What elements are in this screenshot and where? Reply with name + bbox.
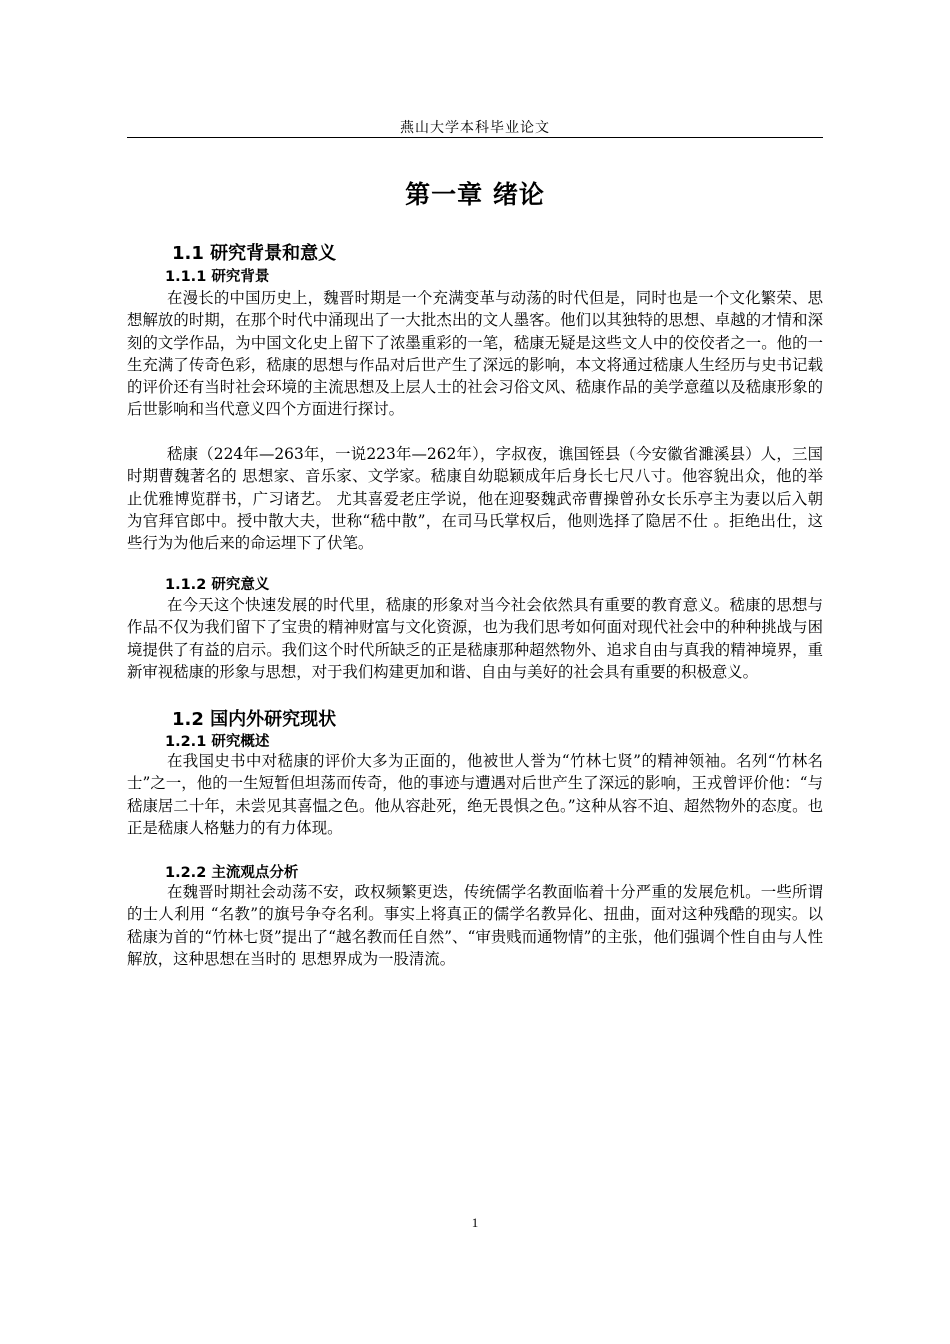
- paragraph-background: 在漫长的中国历史上，魏晋时期是一个充满变革与动荡的时代但是，同时也是一个文化繁荣、思想解放的时期，在那个时代中涌现出了一大批杰出的文人墨客。他们以其独特的思想、卓越的才情和深刻的文学作品，为中国文化史上留下了浓墨重彩的一笔，嵇康无疑是这些文人中的佼佼者之一。他的一生充满了传奇色彩，嵇康的思想与作品对后世产生了深远的影响，本文将通过嵇康人生经历与史书记载的评价还有当时社会环境的主流思想及上层人士的社会习俗文风、嵇康作品的美学意蕴以及嵇康形象的后世影响和当代意义四个方面进行探讨。: [127, 289, 823, 419]
- chapter-title: 第一章 绪论: [405, 180, 545, 209]
- section-heading-1-1: 1.1 研究背景和意义: [172, 243, 337, 264]
- header-divider: [127, 137, 823, 138]
- subsection-heading-1-1-1: 1.1.1 研究背景: [165, 269, 270, 285]
- page-number: 1: [471, 1215, 479, 1230]
- subsection-heading-1-2-1: 1.2.1 研究概述: [165, 734, 270, 750]
- paragraph-mainstream-views: 在魏晋时期社会动荡不安，政权频繁更迭，传统儒学名教面临着十分严重的发展危机。一些所谓的士人利用 “名教”的旗号争夺名利。事实上将真正的儒学名教异化、扭曲，面对这种残酷的现实。以嵇康为首的“竹林七贤”提出了“越名教而任自然”、“审贵贱而通物情”的主张，他们强调个性自由与人性解放，这种思想在当时的 思想界成为一股清流。: [127, 883, 823, 968]
- running-header: 燕山大学本科毕业论文: [400, 120, 550, 136]
- paragraph-overview: 在我国史书中对嵇康的评价大多为正面的，他被世人誉为“竹林七贤”的精神领袖。名列“竹林名士”之一，他的一生短暂但坦荡而传奇，他的事迹与遭遇对后世产生了深远的影响，王戎曾评价他：“与嵇康居二十年，未尝见其喜愠之色。他从容赴死，绝无畏惧之色。”这种从容不迫、超然物外的态度。也正是嵇康人格魅力的有力体现。: [127, 752, 823, 837]
- paragraph-ji-kang-bio: 嵇康（224年—263年，一说223年—262年），字叔夜，谯国铚县（今安徽省濉溪县）人，三国时期曹魏著名的 思想家、音乐家、文学家。嵇康自幼聪颖成年后身长七尺八寸。他容貌出众，他的举止优雅博览群书，广习诸艺。 尤其喜爱老庄学说，他在迎娶魏武帝曹操曾孙女长乐亭主为妻以后入朝为官拜官郎中。授中散大夫，世称“嵇中散”，在司马氏掌权后，他则选择了隐居不仕 。拒绝出仕，这些行为为他后来的命运埋下了伏笔。: [127, 445, 823, 553]
- paragraph-significance: 在今天这个快速发展的时代里，嵇康的形象对当今社会依然具有重要的教育意义。嵇康的思想与作品不仅为我们留下了宝贵的精神财富与文化资源，也为我们思考如何面对现代社会中的种种挑战与困境提供了有益的启示。我们这个时代所缺乏的正是嵇康那种超然物外、追求自由与真我的精神境界，重新审视嵇康的形象与思想，对于我们构建更加和谐、自由与美好的社会具有重要的积极意义。: [127, 596, 823, 681]
- subsection-heading-1-1-2: 1.1.2 研究意义: [165, 577, 270, 593]
- section-heading-1-2: 1.2 国内外研究现状: [172, 709, 337, 730]
- subsection-heading-1-2-2: 1.2.2 主流观点分析: [165, 865, 299, 881]
